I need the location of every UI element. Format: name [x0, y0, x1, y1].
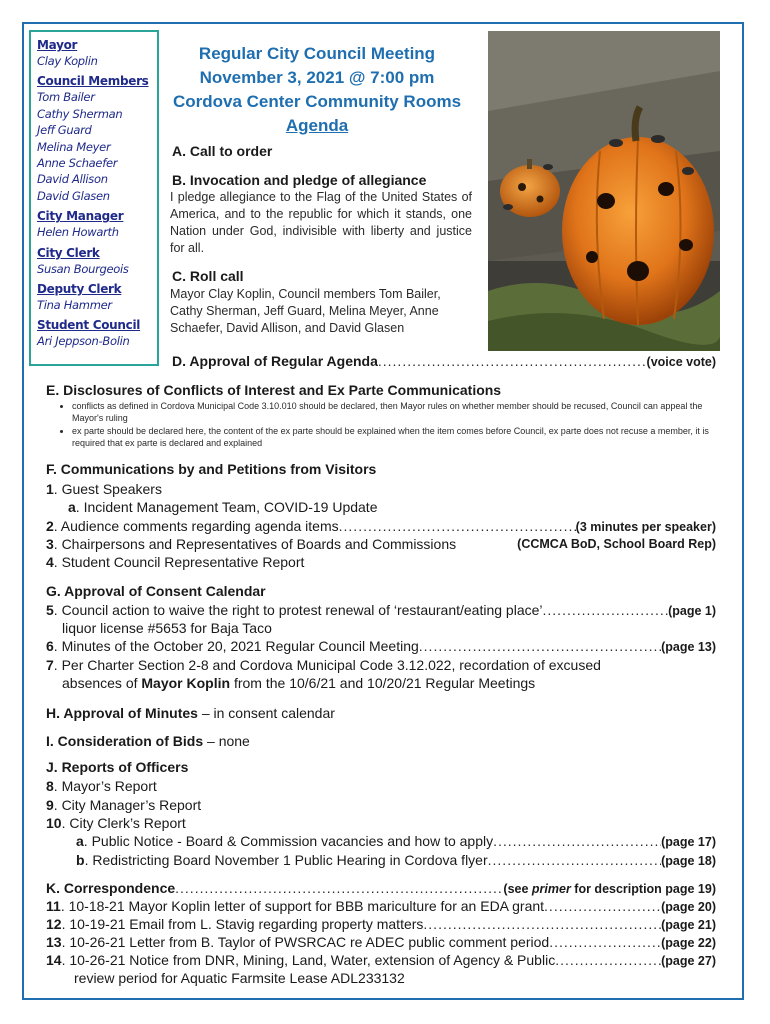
- council-member: Cathy Sherman: [37, 106, 123, 121]
- leader-dots: [543, 601, 669, 619]
- agenda-title: Agenda: [285, 116, 349, 135]
- item-text: . 10-19-21 Email from L. Stavig regarding property matters: [61, 916, 424, 932]
- item-number: 13: [46, 934, 62, 950]
- leader-dots: [378, 353, 647, 369]
- roll-call-text: Mayor Clay Koplin, Council members Tom Bailer, Cathy Sherman, Jeff Guard, Melina Meyer, Anne Schaefer, David Allison, and David Glasen: [170, 287, 441, 335]
- item-number: 14: [46, 952, 62, 968]
- item-text: . Incident Management Team, COVID-19 Update: [75, 499, 378, 515]
- leader-dots: [555, 951, 661, 969]
- item-letter: a: [68, 499, 76, 515]
- mayor-label: Mayor: [37, 38, 78, 52]
- item-city-manager-report: [46, 796, 201, 814]
- primer-emphasis: primer: [531, 882, 571, 896]
- council-member: Tom Bailer: [37, 90, 95, 105]
- item-text: . Minutes of the October 20, 2021 Regular Council Meeting: [53, 638, 419, 654]
- manager-name: Helen Howarth: [37, 225, 119, 240]
- list-item: • conflicts as defined in Cordova Municipal Code 3.10.010 should be declared, then Mayor rules on whether member should be recused, Council can appeal the Mayor's ruling: [72, 400, 732, 424]
- item-text: . Per Charter Section 2-8 and Cordova Municipal Code 3.12.022, recordation of excused: [53, 657, 601, 673]
- item-ref: (page 22): [661, 936, 716, 950]
- manager-label: City Manager: [37, 209, 124, 224]
- item-number: 12: [46, 916, 62, 932]
- section-heading: K. Correspondence: [46, 880, 176, 896]
- item-text: . Public Notice - Board & Commission vacancies and how to apply: [83, 833, 494, 849]
- section-bids: [46, 732, 250, 750]
- item-student-council: [46, 553, 304, 571]
- item-text: . City Clerk’s Report: [61, 815, 186, 831]
- item-number: 10: [46, 815, 62, 831]
- item-incident-management: [68, 498, 377, 516]
- item-ref: (page 13): [661, 640, 716, 654]
- section-consent-calendar: G. Approval of Consent Calendar: [46, 583, 266, 599]
- item-dnr-notice-cont: review period for Aquatic Farmsite Lease ADL233132: [74, 970, 405, 986]
- item-text: from the 10/6/21 and 10/20/21 Regular Meetings: [230, 675, 536, 691]
- item-excused-absences: [46, 656, 601, 674]
- pumpkin-photo: [488, 31, 720, 351]
- section-invocation: B. Invocation and pledge of allegiance: [172, 172, 427, 188]
- deputy-label: Deputy Clerk: [37, 282, 122, 297]
- item-text: . Redistricting Board November 1 Public Hearing in Cordova flyer: [84, 852, 488, 868]
- leader-dots: [423, 915, 661, 933]
- item-number: 6: [46, 638, 54, 654]
- meeting-location: Cordova Center Community Rooms: [172, 92, 462, 111]
- item-number: 3: [46, 536, 54, 552]
- item-audience-comments: [46, 517, 716, 536]
- voice-vote-ref: (voice vote): [646, 355, 716, 369]
- pumpkin-illustration: [488, 31, 720, 351]
- section-reports: J. Reports of Officers: [46, 759, 189, 775]
- deputy-name: Tina Hammer: [37, 298, 112, 313]
- leader-dots: [544, 897, 661, 915]
- item-liquor-protest: [46, 601, 716, 620]
- item-number: 2: [46, 518, 54, 534]
- mayor-name: Clay Koplin: [37, 54, 98, 68]
- item-text: . Mayor’s Report: [53, 778, 157, 794]
- meeting-header: [164, 42, 470, 138]
- section-correspondence: [46, 879, 716, 898]
- council-member: Melina Meyer: [37, 139, 111, 154]
- item-text: . 10-18-21 Mayor Koplin letter of support for BBB mariculture for an EDA grant: [60, 898, 545, 914]
- item-ref: (3 minutes per speaker): [575, 520, 716, 534]
- item-bbb-letter: [46, 897, 716, 916]
- leader-dots: [493, 832, 661, 850]
- pledge-text: I pledge allegiance to the Flag of the United States of America, and to the republic for which it stands, one Nation under God, indivisible with liberty and justice for all.: [170, 190, 472, 255]
- item-ref: (page 18): [661, 854, 716, 868]
- item-number: 5: [46, 602, 54, 618]
- item-number: 11: [46, 898, 61, 914]
- leader-dots: [419, 637, 661, 655]
- disclosure-bullets: [56, 400, 732, 450]
- clerk-label: City Clerk: [37, 245, 100, 260]
- item-mayors-report: [46, 777, 157, 795]
- item-ref: (page 21): [661, 918, 716, 932]
- leader-dots: [488, 851, 661, 869]
- item-chairpersons: [46, 535, 716, 553]
- item-ref: (page 27): [661, 954, 716, 968]
- item-guest-speakers: [46, 480, 162, 498]
- council-label: Council Members: [37, 74, 149, 89]
- item-ref: (page 1): [668, 604, 716, 618]
- council-member: David Allison: [37, 172, 108, 187]
- item-text: . Audience comments regarding agenda items: [53, 518, 339, 534]
- item-number: 8: [46, 778, 54, 794]
- section-note: – in consent calendar: [197, 705, 335, 721]
- correspondence-ref: (see primer for description page 19): [503, 882, 716, 896]
- item-stavig-email: [46, 915, 716, 934]
- leader-dots: [339, 517, 576, 535]
- officials-roster: [29, 30, 159, 366]
- section-communications: F. Communications by and Petitions from Visitors: [46, 461, 377, 477]
- list-item: • ex parte should be declared here, the content of the ex parte should be explained when the item comes before Council, ex parte does not recuse a member, it is required that ex parte is declared and explained: [72, 425, 732, 449]
- item-number: 4: [46, 554, 54, 570]
- item-text: absences of: [62, 675, 142, 691]
- item-number: 9: [46, 797, 54, 813]
- item-dnr-notice: [46, 951, 716, 970]
- item-number: 7: [46, 657, 54, 673]
- council-member: David Glasen: [37, 188, 110, 203]
- section-note: – none: [203, 733, 250, 749]
- leader-dots: [175, 879, 503, 897]
- meeting-title: Regular City Council Meeting: [198, 44, 436, 63]
- item-ref: (page 20): [661, 900, 716, 914]
- item-redistricting-flyer: [76, 851, 716, 870]
- item-number: 1: [46, 481, 54, 497]
- mayor-koplin-emphasis: Mayor Koplin: [141, 675, 231, 691]
- item-text: . City Manager’s Report: [53, 797, 202, 813]
- section-roll-call: C. Roll call: [172, 268, 244, 284]
- student-name: Ari Jeppson-Bolin: [37, 334, 130, 349]
- item-excused-absences-cont: [62, 674, 535, 692]
- item-liquor-protest-cont: liquor license #5653 for Baja Taco: [62, 620, 272, 636]
- item-letter: b: [76, 852, 85, 868]
- meeting-date: November 3, 2021 @ 7:00 pm: [199, 68, 435, 87]
- item-minutes-oct20: [46, 637, 716, 656]
- council-member: Jeff Guard: [37, 123, 92, 138]
- item-pwsrcac-letter: [46, 933, 716, 952]
- item-text: . Guest Speakers: [53, 481, 162, 497]
- item-ref: (page 17): [661, 835, 716, 849]
- item-ref: (CCMCA BoD, School Board Rep): [517, 537, 716, 551]
- item-text: . Student Council Representative Report: [53, 554, 305, 570]
- council-member: Anne Schaefer: [37, 156, 118, 171]
- item-text: . Council action to waive the right to protest renewal of ‘restaurant/eating place’: [53, 602, 543, 618]
- leader-dots: [549, 933, 661, 951]
- item-text: . Chairpersons and Representatives of Boards and Commissions: [53, 536, 457, 552]
- section-approval-minutes: [46, 704, 335, 722]
- clerk-name: Susan Bourgeois: [37, 261, 129, 276]
- section-disclosures: E. Disclosures of Conflicts of Interest and Ex Parte Communications: [46, 382, 502, 398]
- section-heading: I. Consideration of Bids: [46, 733, 204, 749]
- section-approval-agenda: [172, 353, 716, 369]
- item-letter: a: [76, 833, 84, 849]
- section-call-to-order: A. Call to order: [172, 143, 273, 159]
- approval-agenda-label: D. Approval of Regular Agenda: [172, 353, 378, 369]
- student-label: Student Council: [37, 318, 141, 333]
- item-public-notice: [76, 832, 716, 851]
- item-text: . 10-26-21 Letter from B. Taylor of PWSRCAC re ADEC public comment period: [61, 934, 550, 950]
- item-city-clerk-report: [46, 814, 186, 832]
- item-text: . 10-26-21 Notice from DNR, Mining, Land, Water, extension of Agency & Public: [61, 952, 556, 968]
- section-heading: H. Approval of Minutes: [46, 705, 198, 721]
